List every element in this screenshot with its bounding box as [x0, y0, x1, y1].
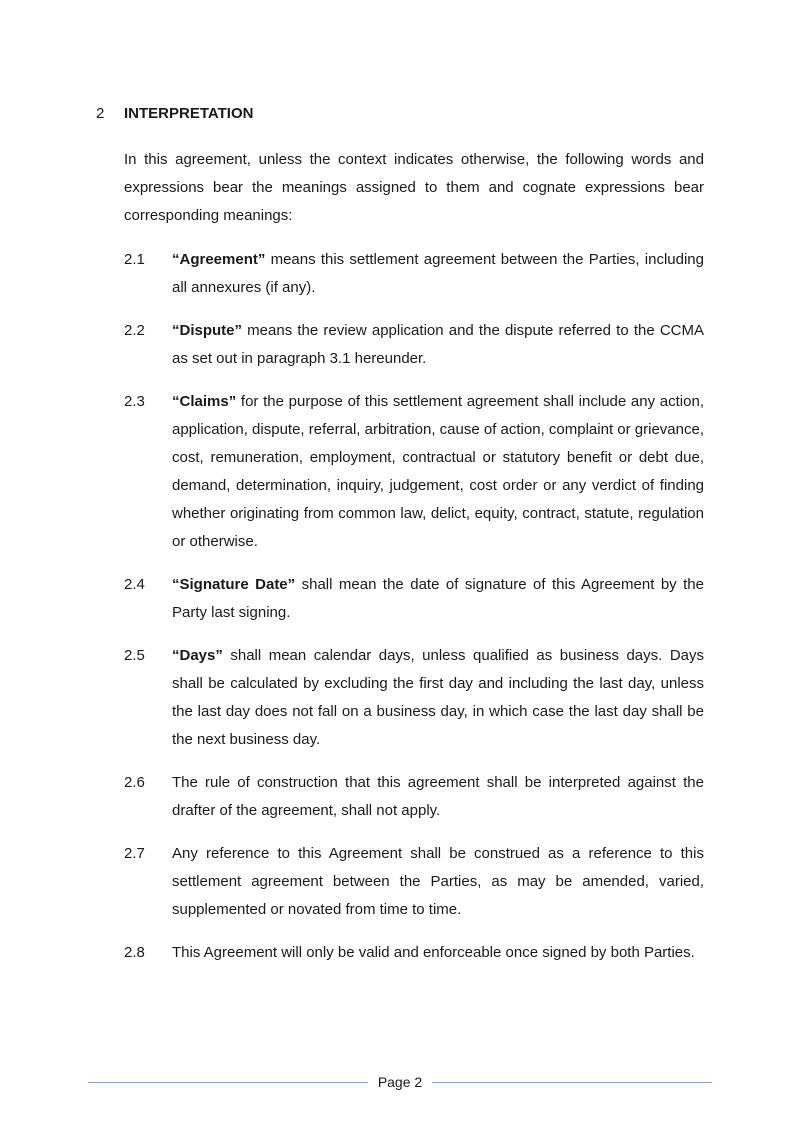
- clause-body: Any reference to this Agreement shall be construed as a reference to this settlement agreement between the Parties, as may be amended, varied, supplemented or novated from time to time.: [172, 845, 704, 918]
- clause-number: 2.3: [124, 393, 145, 410]
- clause-2-7: [124, 840, 704, 924]
- clause-body: for the purpose of this settlement agreement shall include any action, application, dispute, referral, arbitration, cause of action, complaint or grievance, cost, remuneration, employment, contractual or statutory benefit or debt due, demand, determination, inquiry, judgement, cost order or any verdict of finding whether originating from common law, delict, equity, contract, statute, regulation or otherwise.: [172, 393, 704, 550]
- clause-body: means this settlement agreement between the Parties, including all annexures (if any).: [172, 251, 704, 296]
- defined-term: “Dispute”: [172, 322, 243, 339]
- clause-list: [124, 246, 704, 982]
- defined-term: “Agreement”: [172, 251, 266, 268]
- clause-text: [172, 939, 704, 967]
- section-title: INTERPRETATION: [124, 105, 254, 122]
- clause-2-2: [124, 317, 704, 373]
- footer-rule-left: [88, 1082, 368, 1083]
- clause-text: [172, 840, 704, 924]
- clause-number: 2.4: [124, 576, 145, 593]
- clause-number: 2.8: [124, 944, 145, 961]
- clause-2-4: [124, 571, 704, 627]
- clause-text: [172, 246, 704, 302]
- clause-text: [172, 769, 704, 825]
- clause-2-6: [124, 769, 704, 825]
- page-number: Page 2: [377, 1074, 423, 1090]
- defined-term: “Days”: [172, 647, 223, 664]
- clause-2-1: [124, 246, 704, 302]
- clause-number: 2.5: [124, 647, 145, 664]
- clause-text: [172, 571, 704, 627]
- clause-number: 2.2: [124, 322, 145, 339]
- footer-rule-right: [432, 1082, 712, 1083]
- clause-text: [172, 388, 704, 556]
- section-number: 2: [96, 105, 105, 122]
- clause-body: shall mean calendar days, unless qualified as business days. Days shall be calculated by excluding the first day and including the last day, unless the last day does not fall on a business day, in which case the last day shall be the next business day.: [172, 647, 704, 748]
- clause-text: [172, 317, 704, 373]
- clause-2-5: [124, 642, 704, 754]
- intro-paragraph: In this agreement, unless the context indicates otherwise, the following words and expressions bear the meanings assigned to them and cognate expressions bear corresponding meanings:: [124, 151, 704, 224]
- page-footer: [88, 1070, 712, 1094]
- clause-2-8: [124, 939, 704, 967]
- clause-number: 2.1: [124, 251, 145, 268]
- clause-text: [172, 642, 704, 754]
- defined-term: “Signature Date”: [172, 576, 296, 593]
- section-heading: [96, 104, 253, 124]
- clause-body: means the review application and the dispute referred to the CCMA as set out in paragraph 3.1 hereunder.: [172, 322, 704, 367]
- clause-body: The rule of construction that this agreement shall be interpreted against the drafter of the agreement, shall not apply.: [172, 774, 704, 819]
- clause-2-3: [124, 388, 704, 556]
- clause-body: This Agreement will only be valid and enforceable once signed by both Parties.: [172, 944, 695, 961]
- clause-number: 2.6: [124, 774, 145, 791]
- clause-body: shall mean the date of signature of this Agreement by the Party last signing.: [172, 576, 704, 621]
- clause-number: 2.7: [124, 845, 145, 862]
- defined-term: “Claims”: [172, 393, 237, 410]
